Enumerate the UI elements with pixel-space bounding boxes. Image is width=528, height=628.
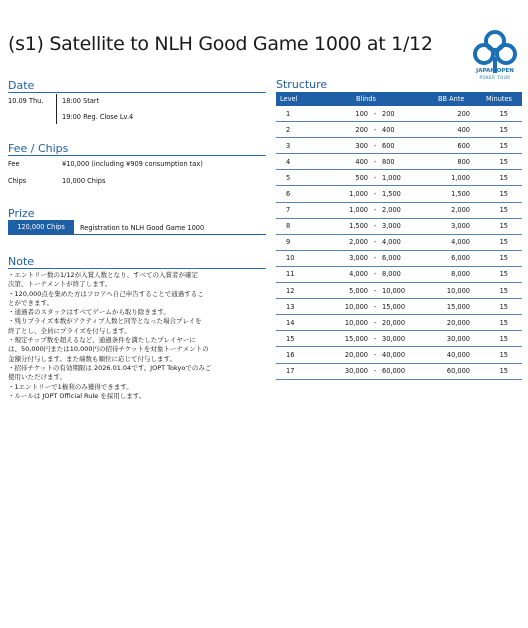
reg-close-time: 19:00 Reg. Close Lv.4 (62, 113, 134, 121)
minutes-cell: 15 (499, 190, 508, 199)
blind-separator: - (373, 157, 377, 166)
blind-separator: - (373, 125, 377, 134)
start-time: 18:00 Start (62, 97, 100, 105)
minutes-cell: 15 (499, 206, 508, 215)
big-blind-cell: 2,000 (382, 206, 401, 215)
small-blind-cell: 4,000 (349, 270, 368, 279)
prize-description: Registration to NLH Good Game 1000 (80, 224, 205, 232)
table-row (276, 299, 522, 315)
blind-separator: - (373, 206, 377, 215)
prize-divider (8, 234, 266, 235)
bb-ante-cell: 800 (457, 157, 470, 166)
header-blinds: Blinds (356, 95, 376, 103)
level-cell: 11 (286, 270, 295, 279)
table-row (276, 170, 522, 186)
blind-separator: - (373, 318, 377, 327)
level-cell: 10 (286, 254, 295, 263)
level-cell: 6 (286, 190, 291, 199)
note-line: は、50,000円または10,000円の招待チケットを対象トーナメントの (8, 345, 209, 354)
big-blind-cell: 10,000 (382, 286, 406, 295)
small-blind-cell: 10,000 (344, 302, 368, 311)
big-blind-cell: 8,000 (382, 270, 401, 279)
small-blind-cell: 300 (355, 141, 368, 150)
note-line: とができます。 (8, 298, 53, 307)
minutes-cell: 15 (499, 318, 508, 327)
date-day: 10.09 Thu. (8, 97, 44, 105)
table-row (276, 219, 522, 235)
note-line: 使用いただけます。 (8, 373, 66, 382)
blind-separator: - (373, 334, 377, 343)
note-line: ・1エントリーで1権利のみ獲得できます。 (8, 382, 133, 391)
small-blind-cell: 1,500 (349, 222, 368, 231)
big-blind-cell: 30,000 (382, 334, 406, 343)
minutes-cell: 15 (499, 286, 508, 295)
blind-separator: - (373, 367, 377, 376)
table-row (276, 106, 522, 122)
small-blind-cell: 500 (355, 173, 368, 182)
structure-heading: Structure (276, 78, 328, 91)
bb-ante-cell: 1,000 (451, 173, 470, 182)
date-divider (8, 92, 266, 93)
blind-separator: - (373, 222, 377, 231)
big-blind-cell: 40,000 (382, 350, 406, 359)
prize-heading: Prize (8, 207, 35, 220)
page-title: (s1) Satellite to NLH Good Game 1000 at 1/12 (8, 33, 433, 55)
blind-separator: - (373, 286, 377, 295)
small-blind-cell: 30,000 (344, 367, 368, 376)
big-blind-cell: 1,000 (382, 173, 401, 182)
big-blind-cell: 400 (382, 125, 395, 134)
level-cell: 3 (286, 141, 291, 150)
big-blind-cell: 3,000 (382, 222, 401, 231)
blind-separator: - (373, 270, 377, 279)
minutes-cell: 15 (499, 350, 508, 359)
date-separator (56, 94, 57, 124)
header-level: Level (280, 95, 298, 103)
bb-ante-cell: 400 (457, 125, 470, 134)
note-line: 次第、トーナメントが終了します。 (8, 280, 112, 289)
minutes-cell: 15 (499, 222, 508, 231)
level-cell: 17 (286, 367, 295, 376)
minutes-cell: 15 (499, 367, 508, 376)
level-cell: 1 (286, 109, 291, 118)
note-line: ・招待チケットの有効期限は 2026.01.04です。JOPT Tokyoでのみご (8, 363, 212, 372)
date-heading: Date (8, 79, 35, 92)
table-row (276, 154, 522, 170)
level-cell: 9 (286, 238, 291, 247)
note-line: 終了とし、全員にプライズを付与します。 (8, 326, 131, 335)
bb-ante-cell: 30,000 (446, 334, 470, 343)
level-cell: 7 (286, 206, 291, 215)
header-minutes: Minutes (486, 95, 512, 103)
minutes-cell: 15 (499, 125, 508, 134)
blind-separator: - (373, 141, 377, 150)
bb-ante-cell: 1,500 (451, 190, 470, 199)
level-cell: 4 (286, 157, 291, 166)
bb-ante-cell: 200 (457, 109, 470, 118)
bb-ante-cell: 15,000 (446, 302, 470, 311)
minutes-cell: 15 (499, 173, 508, 182)
note-heading: Note (8, 255, 35, 268)
minutes-cell: 15 (499, 270, 508, 279)
blind-separator: - (373, 350, 377, 359)
minutes-cell: 15 (499, 157, 508, 166)
blind-separator: - (373, 190, 377, 199)
table-row (276, 122, 522, 138)
note-line: ・120,000点を集めた方はフロアへ自己申告することで通過するこ (8, 289, 204, 298)
note-divider (8, 268, 266, 269)
big-blind-cell: 6,000 (382, 254, 401, 263)
level-cell: 15 (286, 334, 295, 343)
small-blind-cell: 10,000 (344, 318, 368, 327)
big-blind-cell: 60,000 (382, 367, 406, 376)
level-cell: 8 (286, 222, 291, 231)
bb-ante-cell: 8,000 (451, 270, 470, 279)
table-row (276, 203, 522, 219)
bb-ante-cell: 2,000 (451, 206, 470, 215)
minutes-cell: 15 (499, 109, 508, 118)
level-cell: 14 (286, 318, 295, 327)
table-row (276, 283, 522, 299)
big-blind-cell: 4,000 (382, 238, 401, 247)
bb-ante-cell: 40,000 (446, 350, 470, 359)
table-body (276, 106, 522, 380)
big-blind-cell: 20,000 (382, 318, 406, 327)
small-blind-cell: 100 (355, 109, 368, 118)
note-line: ・規定チップ数を超えるなど、通過条件を満たしたプレイヤーに (8, 336, 196, 345)
minutes-cell: 15 (499, 141, 508, 150)
small-blind-cell: 5,000 (349, 286, 368, 295)
table-row (276, 364, 522, 380)
note-line: ・エントリー数の1/12が入賞人数となり、すべての入賞者が確定 (8, 271, 198, 279)
note-line: 金額分付与します。また端数も順位に応じて付与します。 (8, 354, 176, 363)
small-blind-cell: 2,000 (349, 238, 368, 247)
note-list (8, 271, 266, 401)
note-line: ・ルールは JOPT Official Rule を採用します。 (8, 391, 146, 400)
small-blind-cell: 15,000 (344, 334, 368, 343)
level-cell: 13 (286, 302, 295, 311)
big-blind-cell: 800 (382, 157, 395, 166)
table-row (276, 315, 522, 331)
blind-separator: - (373, 302, 377, 311)
fee-value: ¥10,000 (including ¥909 consumption tax) (62, 160, 203, 168)
bb-ante-cell: 3,000 (451, 222, 470, 231)
blind-separator: - (373, 173, 377, 182)
bb-ante-cell: 600 (457, 141, 470, 150)
level-cell: 5 (286, 173, 291, 182)
minutes-cell: 15 (499, 238, 508, 247)
blind-separator: - (373, 238, 377, 247)
small-blind-cell: 3,000 (349, 254, 368, 263)
big-blind-cell: 600 (382, 141, 395, 150)
level-cell: 12 (286, 286, 295, 295)
chips-value: 10,000 Chips (62, 177, 106, 185)
prize-chips-badge: 120,000 Chips (8, 220, 74, 234)
note-line: ・残りプライズ本数がアクティブ人数と同等となった場合プレイを (8, 317, 202, 326)
small-blind-cell: 400 (355, 157, 368, 166)
structure-table (276, 92, 522, 380)
minutes-cell: 15 (499, 254, 508, 263)
blind-separator: - (373, 254, 377, 263)
level-cell: 16 (286, 350, 295, 359)
table-row (276, 186, 522, 202)
table-row (276, 251, 522, 267)
bb-ante-cell: 6,000 (451, 254, 470, 263)
minutes-cell: 15 (499, 334, 508, 343)
fee-label: Fee (8, 160, 20, 168)
logo-subtext: POKER TOUR (479, 75, 511, 80)
table-row (276, 235, 522, 251)
bb-ante-cell: 60,000 (446, 367, 470, 376)
small-blind-cell: 1,000 (349, 190, 368, 199)
fee-heading: Fee / Chips (8, 142, 69, 155)
note-line: ・通過者のスタックはすべてゲームから取り除きます。 (8, 308, 170, 317)
big-blind-cell: 15,000 (382, 302, 406, 311)
table-row (276, 347, 522, 363)
level-cell: 2 (286, 125, 291, 134)
fee-divider (8, 155, 266, 156)
big-blind-cell: 1,500 (382, 190, 401, 199)
small-blind-cell: 1,000 (349, 206, 368, 215)
table-row (276, 331, 522, 347)
blind-separator: - (373, 109, 377, 118)
table-row (276, 138, 522, 154)
big-blind-cell: 200 (382, 109, 395, 118)
chips-label: Chips (8, 177, 27, 185)
bb-ante-cell: 10,000 (446, 286, 470, 295)
table-header (276, 92, 522, 106)
table-row (276, 267, 522, 283)
logo-text: JAPAN OPEN (476, 68, 514, 74)
header-bb-ante: BB Ante (438, 95, 465, 103)
small-blind-cell: 20,000 (344, 350, 368, 359)
bb-ante-cell: 20,000 (446, 318, 470, 327)
small-blind-cell: 200 (355, 125, 368, 134)
minutes-cell: 15 (499, 302, 508, 311)
bb-ante-cell: 4,000 (451, 238, 470, 247)
